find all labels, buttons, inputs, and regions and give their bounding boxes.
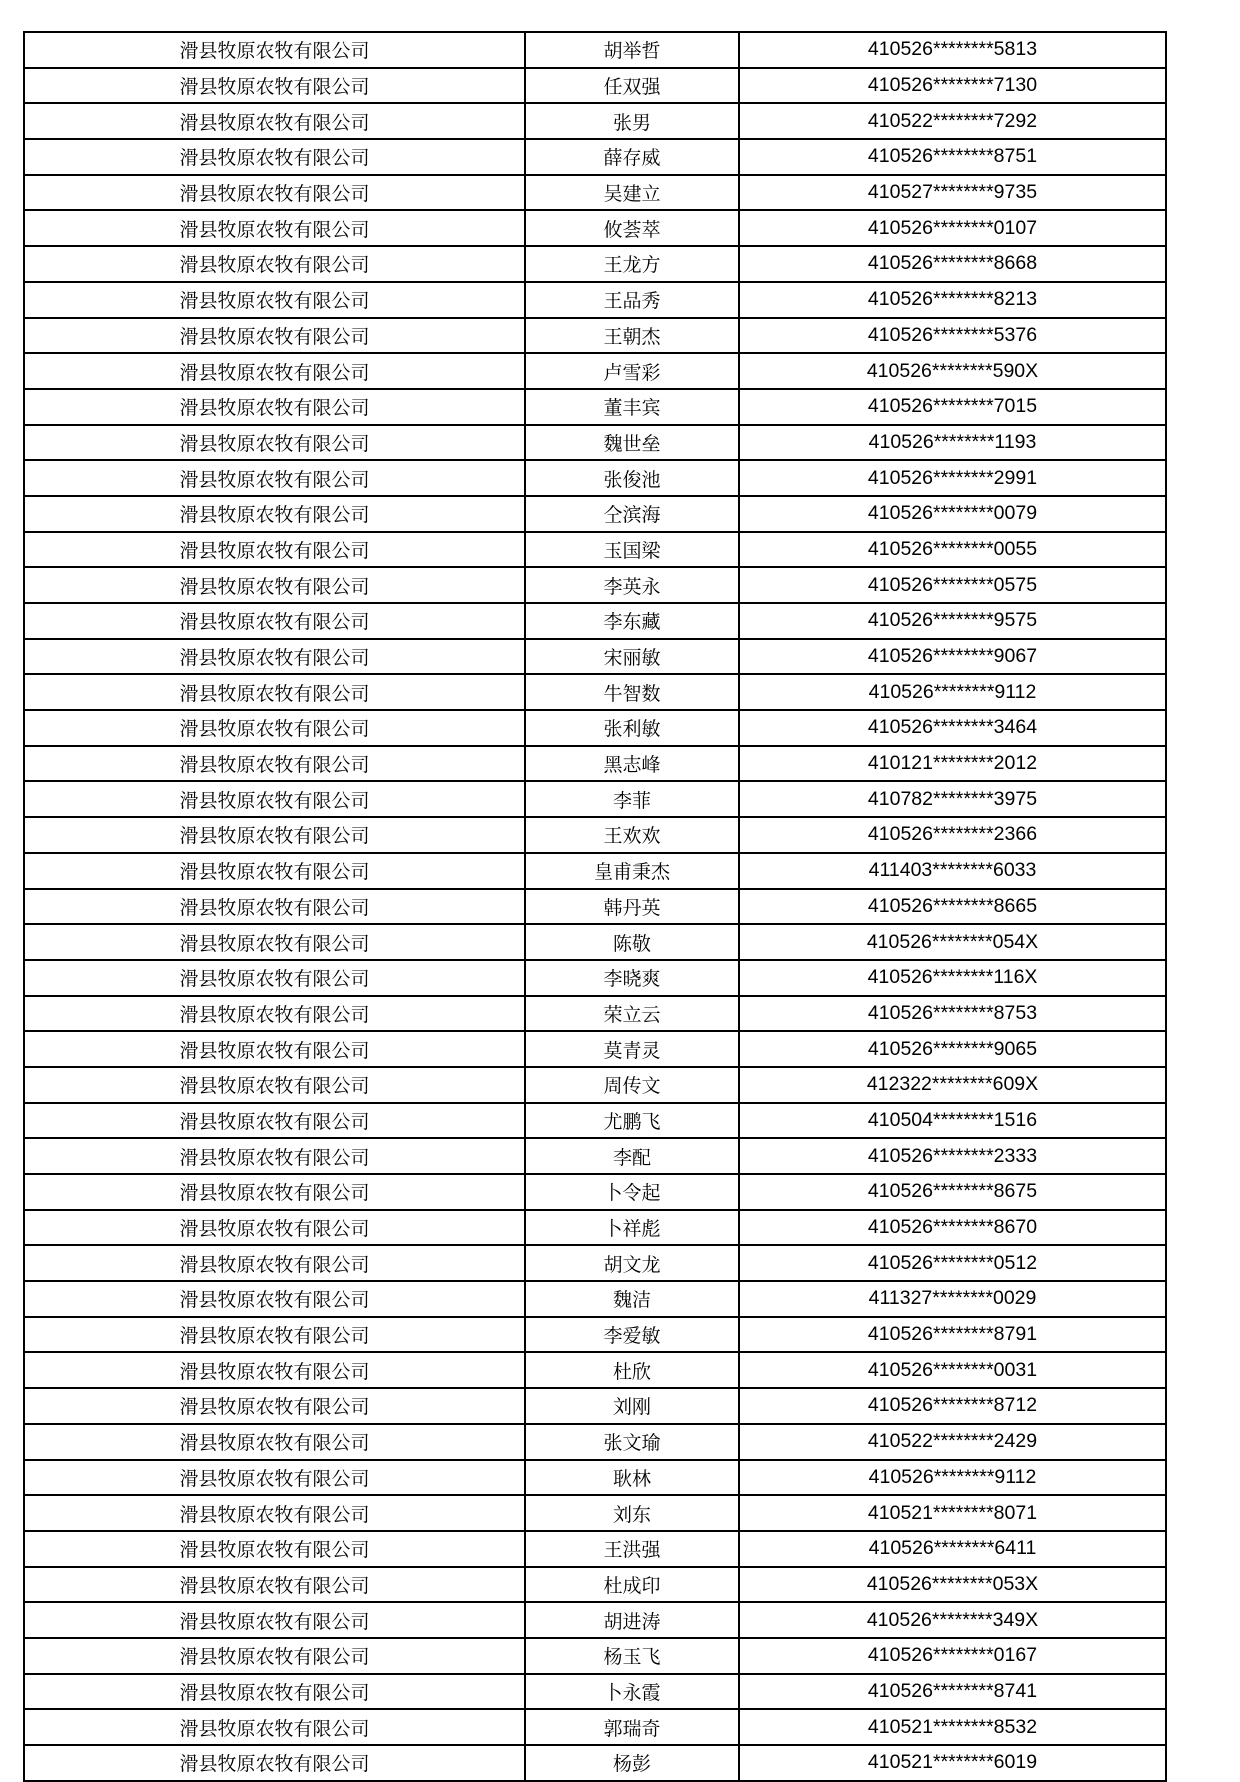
roster-table-body: [24, 32, 1166, 1781]
id-number-cell: 410526********0512: [739, 1245, 1166, 1281]
person-name-cell: 耿林: [525, 1460, 739, 1496]
table-row: [24, 1531, 1166, 1567]
person-name-cell: 王欢欢: [525, 817, 739, 853]
table-row: [24, 1245, 1166, 1281]
table-row: [24, 1103, 1166, 1139]
table-row: [24, 1460, 1166, 1496]
company-cell: 滑县牧原农牧有限公司: [24, 1281, 525, 1317]
id-number-cell: 410526********8712: [739, 1388, 1166, 1424]
id-number-cell: 410526********2991: [739, 460, 1166, 496]
person-name-cell: 张俊池: [525, 460, 739, 496]
company-cell: 滑县牧原农牧有限公司: [24, 781, 525, 817]
company-cell: 滑县牧原农牧有限公司: [24, 1531, 525, 1567]
company-cell: 滑县牧原农牧有限公司: [24, 1745, 525, 1781]
id-number-cell: 410526********349X: [739, 1602, 1166, 1638]
table-row: [24, 1352, 1166, 1388]
id-number-cell: 410526********7015: [739, 389, 1166, 425]
person-name-cell: 张文瑜: [525, 1424, 739, 1460]
person-name-cell: 张男: [525, 103, 739, 139]
company-cell: 滑县牧原农牧有限公司: [24, 246, 525, 282]
person-name-cell: 陈敬: [525, 924, 739, 960]
id-number-cell: 412322********609X: [739, 1067, 1166, 1103]
company-cell: 滑县牧原农牧有限公司: [24, 817, 525, 853]
company-cell: 滑县牧原农牧有限公司: [24, 1567, 525, 1603]
id-number-cell: 410526********0107: [739, 210, 1166, 246]
table-row: [24, 175, 1166, 211]
person-name-cell: 杨玉飞: [525, 1638, 739, 1674]
table-row: [24, 889, 1166, 925]
id-number-cell: 410526********8670: [739, 1210, 1166, 1246]
company-cell: 滑县牧原农牧有限公司: [24, 318, 525, 354]
table-row: [24, 1745, 1166, 1781]
id-number-cell: 410526********5376: [739, 318, 1166, 354]
table-row: [24, 603, 1166, 639]
table-row: [24, 425, 1166, 461]
person-name-cell: 皇甫秉杰: [525, 853, 739, 889]
id-number-cell: 410526********0055: [739, 532, 1166, 568]
id-number-cell: 410526********1193: [739, 425, 1166, 461]
id-number-cell: 410526********8751: [739, 139, 1166, 175]
person-name-cell: 魏洁: [525, 1281, 739, 1317]
person-name-cell: 董丰宾: [525, 389, 739, 425]
table-row: [24, 924, 1166, 960]
person-name-cell: 张利敏: [525, 710, 739, 746]
person-name-cell: 莫青灵: [525, 1031, 739, 1067]
id-number-cell: 410526********0079: [739, 496, 1166, 532]
table-row: [24, 639, 1166, 675]
id-number-cell: 410526********8213: [739, 282, 1166, 318]
id-number-cell: 410526********9575: [739, 603, 1166, 639]
table-row: [24, 32, 1166, 68]
person-name-cell: 卜永霞: [525, 1674, 739, 1710]
table-row: [24, 532, 1166, 568]
table-row: [24, 1388, 1166, 1424]
company-cell: 滑县牧原农牧有限公司: [24, 1174, 525, 1210]
person-name-cell: 卜令起: [525, 1174, 739, 1210]
table-row: [24, 389, 1166, 425]
company-cell: 滑县牧原农牧有限公司: [24, 1424, 525, 1460]
company-cell: 滑县牧原农牧有限公司: [24, 1460, 525, 1496]
person-name-cell: 任双强: [525, 68, 739, 104]
id-number-cell: 410521********8532: [739, 1709, 1166, 1745]
id-number-cell: 410526********9065: [739, 1031, 1166, 1067]
id-number-cell: 410526********8753: [739, 996, 1166, 1032]
table-row: [24, 1031, 1166, 1067]
table-row: [24, 567, 1166, 603]
person-name-cell: 胡举哲: [525, 32, 739, 68]
id-number-cell: 410526********9067: [739, 639, 1166, 675]
table-row: [24, 746, 1166, 782]
person-name-cell: 杨彭: [525, 1745, 739, 1781]
company-cell: 滑县牧原农牧有限公司: [24, 1352, 525, 1388]
id-number-cell: 410522********2429: [739, 1424, 1166, 1460]
id-number-cell: 410526********053X: [739, 1567, 1166, 1603]
company-cell: 滑县牧原农牧有限公司: [24, 674, 525, 710]
table-row: [24, 496, 1166, 532]
person-name-cell: 黑志峰: [525, 746, 739, 782]
table-row: [24, 1567, 1166, 1603]
person-name-cell: 胡进涛: [525, 1602, 739, 1638]
id-number-cell: 410504********1516: [739, 1103, 1166, 1139]
company-cell: 滑县牧原农牧有限公司: [24, 746, 525, 782]
table-row: [24, 1138, 1166, 1174]
id-number-cell: 410526********3464: [739, 710, 1166, 746]
person-name-cell: 王龙方: [525, 246, 739, 282]
table-row: [24, 853, 1166, 889]
person-name-cell: 李英永: [525, 567, 739, 603]
company-cell: 滑县牧原农牧有限公司: [24, 175, 525, 211]
company-cell: 滑县牧原农牧有限公司: [24, 1388, 525, 1424]
table-row: [24, 282, 1166, 318]
id-number-cell: 410526********7130: [739, 68, 1166, 104]
person-name-cell: 李爱敏: [525, 1317, 739, 1353]
person-name-cell: 攸荟萃: [525, 210, 739, 246]
company-cell: 滑县牧原农牧有限公司: [24, 460, 525, 496]
id-number-cell: 410526********0575: [739, 567, 1166, 603]
id-number-cell: 410526********5813: [739, 32, 1166, 68]
person-name-cell: 胡文龙: [525, 1245, 739, 1281]
company-cell: 滑县牧原农牧有限公司: [24, 1674, 525, 1710]
id-number-cell: 410526********8675: [739, 1174, 1166, 1210]
company-cell: 滑县牧原农牧有限公司: [24, 282, 525, 318]
table-row: [24, 996, 1166, 1032]
company-cell: 滑县牧原农牧有限公司: [24, 710, 525, 746]
company-cell: 滑县牧原农牧有限公司: [24, 1638, 525, 1674]
id-number-cell: 410526********8668: [739, 246, 1166, 282]
person-name-cell: 杜成印: [525, 1567, 739, 1603]
person-name-cell: 仝滨海: [525, 496, 739, 532]
company-cell: 滑县牧原农牧有限公司: [24, 532, 525, 568]
company-cell: 滑县牧原农牧有限公司: [24, 1103, 525, 1139]
person-name-cell: 薛存威: [525, 139, 739, 175]
company-cell: 滑县牧原农牧有限公司: [24, 1031, 525, 1067]
table-row: [24, 210, 1166, 246]
table-row: [24, 246, 1166, 282]
table-row: [24, 460, 1166, 496]
id-number-cell: 410526********590X: [739, 353, 1166, 389]
company-cell: 滑县牧原农牧有限公司: [24, 889, 525, 925]
person-name-cell: 周传文: [525, 1067, 739, 1103]
person-name-cell: 卜祥彪: [525, 1210, 739, 1246]
table-row: [24, 674, 1166, 710]
company-cell: 滑县牧原农牧有限公司: [24, 496, 525, 532]
person-name-cell: 王朝杰: [525, 318, 739, 354]
id-number-cell: 410521********6019: [739, 1745, 1166, 1781]
id-number-cell: 410526********8741: [739, 1674, 1166, 1710]
company-cell: 滑县牧原农牧有限公司: [24, 1602, 525, 1638]
table-row: [24, 1281, 1166, 1317]
id-number-cell: 410526********6411: [739, 1531, 1166, 1567]
company-cell: 滑县牧原农牧有限公司: [24, 1317, 525, 1353]
person-name-cell: 李配: [525, 1138, 739, 1174]
table-row: [24, 1602, 1166, 1638]
company-cell: 滑县牧原农牧有限公司: [24, 389, 525, 425]
id-number-cell: 410121********2012: [739, 746, 1166, 782]
table-row: [24, 1424, 1166, 1460]
id-number-cell: 410522********7292: [739, 103, 1166, 139]
table-row: [24, 1709, 1166, 1745]
table-row: [24, 1210, 1166, 1246]
person-name-cell: 李东藏: [525, 603, 739, 639]
table-row: [24, 1638, 1166, 1674]
table-row: [24, 960, 1166, 996]
company-cell: 滑县牧原农牧有限公司: [24, 567, 525, 603]
table-row: [24, 139, 1166, 175]
company-cell: 滑县牧原农牧有限公司: [24, 210, 525, 246]
table-row: [24, 68, 1166, 104]
id-number-cell: 410521********8071: [739, 1495, 1166, 1531]
id-number-cell: 410526********2333: [739, 1138, 1166, 1174]
table-row: [24, 817, 1166, 853]
person-name-cell: 刘东: [525, 1495, 739, 1531]
company-cell: 滑县牧原农牧有限公司: [24, 1709, 525, 1745]
person-name-cell: 牛智数: [525, 674, 739, 710]
id-number-cell: 410782********3975: [739, 781, 1166, 817]
table-row: [24, 1674, 1166, 1710]
table-row: [24, 1067, 1166, 1103]
company-cell: 滑县牧原农牧有限公司: [24, 1245, 525, 1281]
company-cell: 滑县牧原农牧有限公司: [24, 139, 525, 175]
id-number-cell: 410526********8665: [739, 889, 1166, 925]
table-row: [24, 353, 1166, 389]
company-cell: 滑县牧原农牧有限公司: [24, 103, 525, 139]
person-name-cell: 刘刚: [525, 1388, 739, 1424]
id-number-cell: 410526********2366: [739, 817, 1166, 853]
person-name-cell: 郭瑞奇: [525, 1709, 739, 1745]
company-cell: 滑县牧原农牧有限公司: [24, 996, 525, 1032]
person-name-cell: 李菲: [525, 781, 739, 817]
company-cell: 滑县牧原农牧有限公司: [24, 639, 525, 675]
person-name-cell: 韩丹英: [525, 889, 739, 925]
id-number-cell: 411327********0029: [739, 1281, 1166, 1317]
id-number-cell: 411403********6033: [739, 853, 1166, 889]
table-row: [24, 1174, 1166, 1210]
person-name-cell: 李晓爽: [525, 960, 739, 996]
company-cell: 滑县牧原农牧有限公司: [24, 32, 525, 68]
person-name-cell: 魏世垒: [525, 425, 739, 461]
company-cell: 滑县牧原农牧有限公司: [24, 68, 525, 104]
person-name-cell: 尤鹏飞: [525, 1103, 739, 1139]
company-cell: 滑县牧原农牧有限公司: [24, 1138, 525, 1174]
company-cell: 滑县牧原农牧有限公司: [24, 1210, 525, 1246]
table-row: [24, 103, 1166, 139]
table-row: [24, 710, 1166, 746]
person-name-cell: 宋丽敏: [525, 639, 739, 675]
person-name-cell: 吴建立: [525, 175, 739, 211]
person-name-cell: 王品秀: [525, 282, 739, 318]
company-cell: 滑县牧原农牧有限公司: [24, 603, 525, 639]
id-number-cell: 410526********116X: [739, 960, 1166, 996]
company-cell: 滑县牧原农牧有限公司: [24, 960, 525, 996]
id-number-cell: 410526********9112: [739, 1460, 1166, 1496]
id-number-cell: 410526********054X: [739, 924, 1166, 960]
id-number-cell: 410526********0167: [739, 1638, 1166, 1674]
id-number-cell: 410526********8791: [739, 1317, 1166, 1353]
person-name-cell: 杜欣: [525, 1352, 739, 1388]
company-cell: 滑县牧原农牧有限公司: [24, 924, 525, 960]
table-row: [24, 1317, 1166, 1353]
company-cell: 滑县牧原农牧有限公司: [24, 1067, 525, 1103]
table-row: [24, 1495, 1166, 1531]
table-row: [24, 781, 1166, 817]
person-name-cell: 荣立云: [525, 996, 739, 1032]
company-cell: 滑县牧原农牧有限公司: [24, 425, 525, 461]
person-name-cell: 王洪强: [525, 1531, 739, 1567]
id-number-cell: 410526********9112: [739, 674, 1166, 710]
company-cell: 滑县牧原农牧有限公司: [24, 353, 525, 389]
person-name-cell: 卢雪彩: [525, 353, 739, 389]
roster-table: [23, 31, 1167, 1782]
person-name-cell: 玉国梁: [525, 532, 739, 568]
id-number-cell: 410526********0031: [739, 1352, 1166, 1388]
table-row: [24, 318, 1166, 354]
company-cell: 滑县牧原农牧有限公司: [24, 1495, 525, 1531]
id-number-cell: 410527********9735: [739, 175, 1166, 211]
company-cell: 滑县牧原农牧有限公司: [24, 853, 525, 889]
